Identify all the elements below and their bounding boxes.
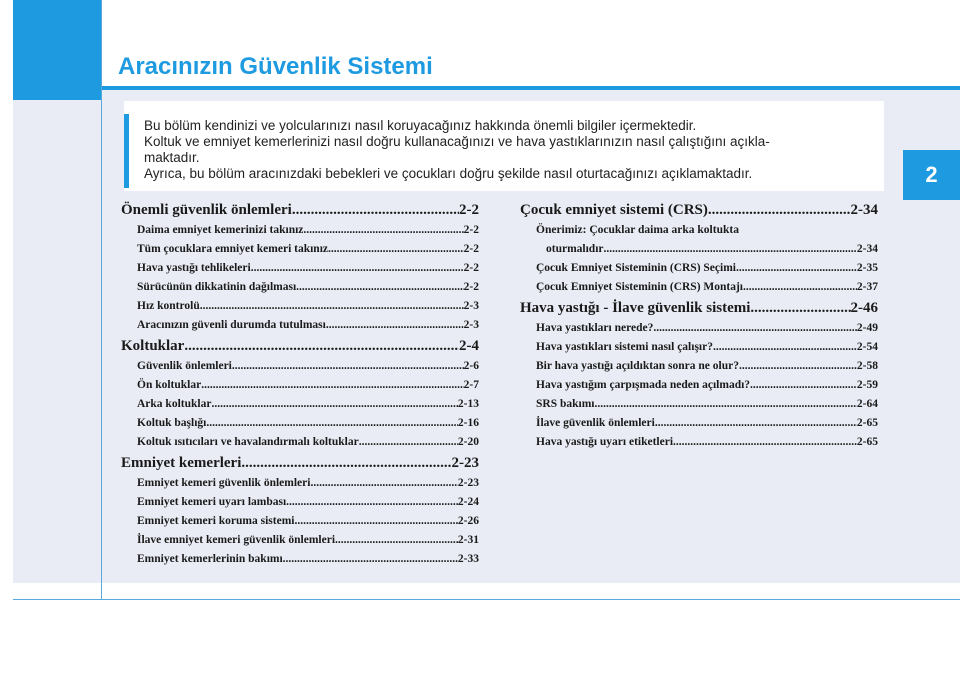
toc-leader bbox=[241, 455, 451, 472]
toc-left-column bbox=[121, 202, 479, 572]
toc-label: SRS bakımı bbox=[536, 398, 595, 410]
intro-line: Ayrıca, bu bölüm aracınızdaki bebekleri ve çocukları doğru şekilde nasıl oturtacağınızı açıklamaktadır. bbox=[144, 166, 753, 181]
footer-line bbox=[13, 599, 960, 600]
toc-entry[interactable] bbox=[520, 281, 878, 300]
toc-label: Ön koltuklar bbox=[137, 379, 202, 391]
toc-leader bbox=[303, 224, 463, 236]
toc-page-number: 2-65 bbox=[856, 436, 878, 448]
toc-entry[interactable] bbox=[121, 417, 479, 436]
toc-entry[interactable] bbox=[121, 243, 479, 262]
toc-leader bbox=[286, 496, 458, 508]
toc-entry[interactable] bbox=[520, 262, 878, 281]
chapter-tab[interactable]: 2 bbox=[903, 150, 960, 200]
intro-text bbox=[144, 118, 884, 182]
toc-entry[interactable] bbox=[121, 496, 479, 515]
toc-page-number: 2-59 bbox=[856, 379, 878, 391]
toc-leader bbox=[655, 417, 857, 429]
toc-leader bbox=[653, 322, 857, 334]
toc-entry[interactable] bbox=[121, 477, 479, 496]
intro-line: maktadır. bbox=[144, 150, 200, 165]
toc-label: İlave güvenlik önlemleri bbox=[536, 417, 655, 429]
toc-entry[interactable] bbox=[121, 224, 479, 243]
toc-page-number: 2-2 bbox=[463, 243, 479, 255]
toc-label: Bir hava yastığı açıldıktan sonra ne olur? bbox=[536, 360, 739, 372]
toc-page-number: 2-35 bbox=[856, 262, 878, 274]
toc-label: Önemli güvenlik önlemleri bbox=[121, 202, 292, 218]
toc-entry[interactable] bbox=[520, 398, 878, 417]
page-title: Aracınızın Güvenlik Sistemi bbox=[118, 53, 433, 80]
title-rule bbox=[102, 86, 960, 90]
toc-section[interactable] bbox=[121, 455, 479, 477]
toc-page-number: 2-7 bbox=[463, 379, 479, 391]
toc-entry[interactable] bbox=[121, 553, 479, 572]
toc-leader bbox=[750, 379, 857, 391]
toc-leader bbox=[739, 360, 857, 372]
toc-entry[interactable] bbox=[520, 341, 878, 360]
toc-leader bbox=[673, 436, 857, 448]
toc-page-number: 2-24 bbox=[457, 496, 479, 508]
toc-leader bbox=[294, 515, 457, 527]
toc-label: Aracınızın güvenli durumda tutulması bbox=[137, 319, 326, 331]
toc-leader bbox=[743, 281, 857, 293]
toc-leader bbox=[201, 379, 463, 391]
toc-section[interactable] bbox=[520, 300, 878, 322]
toc-leader bbox=[310, 477, 457, 489]
toc-label: Sürücünün dikkatinin dağılması bbox=[137, 281, 297, 293]
toc-page-number: 2-3 bbox=[463, 319, 479, 331]
toc-label: Daima emniyet kemerinizi takınız bbox=[137, 224, 304, 236]
toc-page-number: 2-31 bbox=[457, 534, 479, 546]
toc-page-number: 2-23 bbox=[451, 455, 479, 471]
toc-page-number: 2-6 bbox=[463, 360, 479, 372]
toc-section[interactable] bbox=[121, 202, 479, 224]
toc-entry[interactable] bbox=[520, 379, 878, 398]
toc-page-number: 2-20 bbox=[457, 436, 479, 448]
toc-leader bbox=[292, 202, 459, 219]
toc-label: Emniyet kemeri koruma sistemi bbox=[137, 515, 295, 527]
toc-page-number: 2-54 bbox=[856, 341, 878, 353]
toc-page-number: 2-49 bbox=[856, 322, 878, 334]
toc-page-number: 2-26 bbox=[457, 515, 479, 527]
toc-entry[interactable]: Önerimiz: Çocuklar daima arka koltukta bbox=[536, 224, 739, 236]
toc-label: Emniyet kemeri güvenlik önlemleri bbox=[137, 477, 311, 489]
toc-page-number: 2-58 bbox=[856, 360, 878, 372]
toc-leader bbox=[750, 300, 850, 317]
toc-label: Çocuk Emniyet Sisteminin (CRS) Seçimi bbox=[536, 262, 736, 274]
toc-entry[interactable] bbox=[121, 436, 479, 455]
toc-label: Emniyet kemerleri bbox=[121, 455, 242, 471]
toc-label: Hava yastığı tehlikeleri bbox=[137, 262, 251, 274]
toc-leader bbox=[326, 319, 464, 331]
toc-label: oturmalıdır bbox=[546, 243, 604, 255]
toc-leader bbox=[359, 436, 458, 448]
toc-entry[interactable] bbox=[520, 322, 878, 341]
toc-leader bbox=[211, 398, 457, 410]
toc-leader bbox=[604, 243, 857, 255]
toc-page-number: 2-2 bbox=[463, 281, 479, 293]
toc-page-number: 2-3 bbox=[463, 300, 479, 312]
toc-leader bbox=[206, 417, 458, 429]
toc-entry[interactable] bbox=[121, 360, 479, 379]
toc-right-column bbox=[520, 202, 878, 455]
toc-page-number: 2-2 bbox=[463, 224, 479, 236]
toc-label: Emniyet kemeri uyarı lambası bbox=[137, 496, 287, 508]
intro-accent-bar bbox=[124, 114, 129, 188]
toc-label: Arka koltuklar bbox=[137, 398, 212, 410]
toc-label: Hız kontrolü bbox=[137, 300, 200, 312]
toc-leader bbox=[335, 534, 458, 546]
intro-line: Koltuk ve emniyet kemerlerinizi nasıl doğru kullanacağınızı ve hava yastıklarınızın nasıl çalıştığını açıkla- bbox=[144, 134, 770, 149]
margin-line bbox=[101, 0, 102, 600]
toc-page-number: 2-46 bbox=[850, 300, 878, 316]
toc-leader bbox=[713, 341, 857, 353]
toc-label: Koltuk ısıtıcıları ve havalandırmalı koltuklar bbox=[137, 436, 359, 448]
toc-label: Hava yastığı uyarı etiketleri bbox=[536, 436, 674, 448]
toc-label: Çocuk emniyet sistemi (CRS) bbox=[520, 202, 708, 218]
intro-line: Bu bölüm kendinizi ve yolcularınızı nasıl koruyacağınız hakkında önemli bilgiler içermektedir. bbox=[144, 118, 697, 133]
toc-entry[interactable] bbox=[121, 515, 479, 534]
toc-leader bbox=[200, 300, 464, 312]
toc-entry[interactable] bbox=[121, 281, 479, 300]
toc-leader bbox=[594, 398, 856, 410]
toc-page-number: 2-23 bbox=[457, 477, 479, 489]
toc-page-number: 2-34 bbox=[850, 202, 878, 218]
toc-page-number: 2-33 bbox=[457, 553, 479, 565]
toc-label: Hava yastığım çarpışmada neden açılmadı? bbox=[536, 379, 751, 391]
toc-page-number: 2-2 bbox=[459, 202, 479, 218]
toc-label: Çocuk Emniyet Sisteminin (CRS) Montajı bbox=[536, 281, 744, 293]
toc-page-number: 2-2 bbox=[463, 262, 479, 274]
toc-leader bbox=[184, 338, 459, 355]
toc-entry[interactable] bbox=[520, 243, 878, 262]
toc-entry[interactable] bbox=[121, 262, 479, 281]
toc-section[interactable] bbox=[520, 202, 878, 224]
toc-entry[interactable] bbox=[520, 436, 878, 455]
toc-label: Hava yastıkları sistemi nasıl çalışır? bbox=[536, 341, 713, 353]
toc-entry[interactable] bbox=[121, 379, 479, 398]
toc-label: Emniyet kemerlerinin bakımı bbox=[137, 553, 283, 565]
toc-leader bbox=[232, 360, 464, 372]
toc-page-number: 2-13 bbox=[457, 398, 479, 410]
toc-label: Hava yastığı - İlave güvenlik sistemi bbox=[520, 300, 751, 316]
toc-page-number: 2-4 bbox=[459, 338, 479, 354]
toc-entry[interactable] bbox=[121, 534, 479, 553]
toc-page-number: 2-16 bbox=[457, 417, 479, 429]
toc-page-number: 2-64 bbox=[856, 398, 878, 410]
toc-label: İlave emniyet kemeri güvenlik önlemleri bbox=[137, 534, 336, 546]
toc-leader bbox=[708, 202, 851, 219]
toc-page-number: 2-65 bbox=[856, 417, 878, 429]
toc-entry[interactable] bbox=[520, 360, 878, 379]
toc-entry[interactable] bbox=[121, 319, 479, 338]
toc-label: Hava yastıkları nerede? bbox=[536, 322, 654, 334]
toc-leader bbox=[736, 262, 857, 274]
toc-section[interactable] bbox=[121, 338, 479, 360]
toc-leader bbox=[251, 262, 464, 274]
toc-label: Koltuk başlığı bbox=[137, 417, 207, 429]
toc-label: Tüm çocuklara emniyet kemeri takınız bbox=[137, 243, 329, 255]
toc-leader bbox=[296, 281, 463, 293]
toc-page-number: 2-37 bbox=[856, 281, 878, 293]
toc-label: Güvenlik önlemleri bbox=[137, 360, 232, 372]
toc-page-number: 2-34 bbox=[856, 243, 878, 255]
toc-label: Koltuklar bbox=[121, 338, 185, 354]
toc-entry[interactable] bbox=[121, 300, 479, 319]
toc-leader bbox=[283, 553, 458, 565]
toc-leader bbox=[328, 243, 464, 255]
toc-entry[interactable] bbox=[520, 417, 878, 436]
chapter-side-bar bbox=[13, 0, 102, 100]
toc-entry[interactable] bbox=[121, 398, 479, 417]
